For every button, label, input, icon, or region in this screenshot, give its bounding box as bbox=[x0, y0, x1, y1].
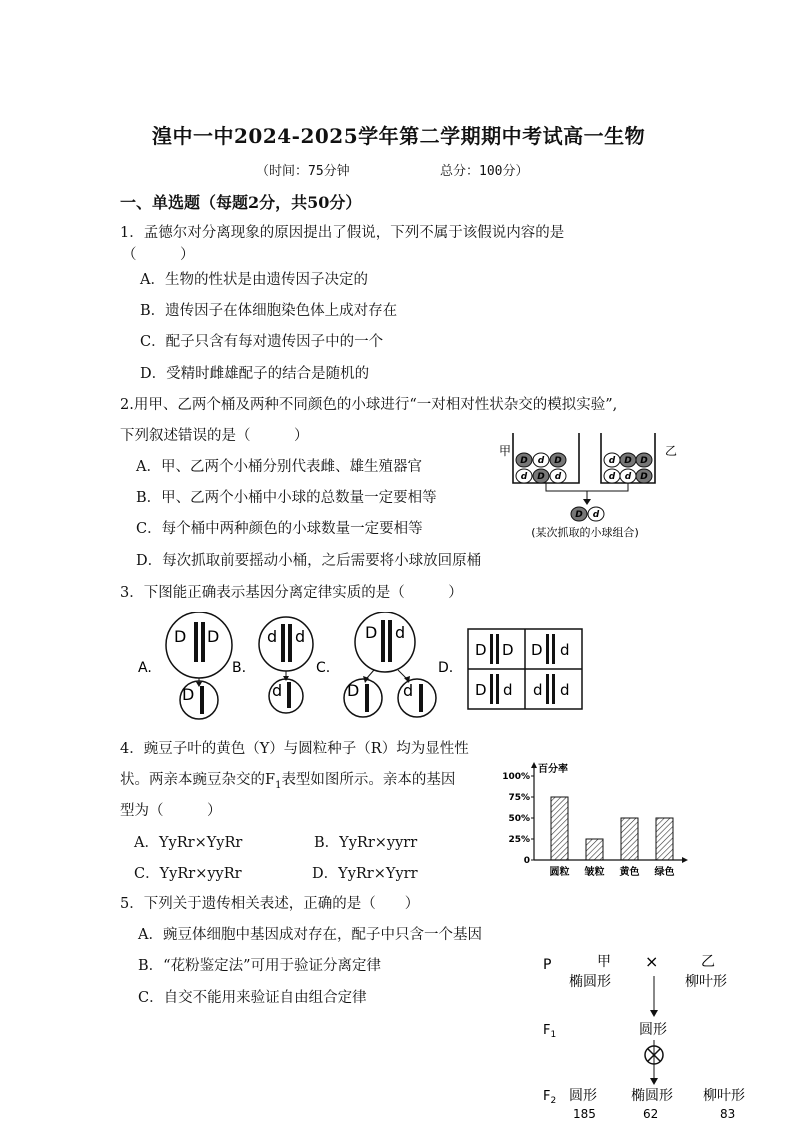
q3-label-b: B. bbox=[232, 660, 247, 676]
q1-option-a: A．生物的性状是由遗传因子决定的 bbox=[140, 272, 368, 288]
a-gene-left: D bbox=[174, 627, 187, 646]
x-tick-label: 皱粒 bbox=[584, 867, 605, 878]
f2-label: $F_2$ bbox=[543, 1089, 557, 1106]
f2-count-3: 83 bbox=[720, 1107, 736, 1120]
x-axis-arrow bbox=[682, 857, 688, 863]
bucket-ball-label: D bbox=[640, 456, 648, 466]
f1-shape: 圆形 bbox=[639, 1022, 667, 1038]
y-axis-arrow bbox=[531, 762, 537, 768]
d-cell2-left: D bbox=[531, 641, 543, 659]
q3-label-d: D. bbox=[438, 660, 454, 676]
bucket-ball-label: D bbox=[554, 456, 562, 466]
parent-yi: 乙 bbox=[701, 954, 715, 970]
q4-option-a: A．YyRr×YyRr bbox=[134, 835, 243, 851]
d-cell2-right: d bbox=[560, 641, 570, 659]
bucket-ball-label: D bbox=[624, 456, 632, 466]
bucket-ball-label: d bbox=[624, 472, 632, 482]
drawn-ball-recessive-label: d bbox=[592, 510, 600, 520]
y-tick-label: 50% bbox=[508, 814, 530, 824]
a-gene-right: D bbox=[207, 627, 220, 646]
figure-caption: (某次抓取的小球组合) bbox=[531, 526, 639, 539]
bucket-ball-label: D bbox=[520, 456, 528, 466]
q2-stem-line2: 下列叙述错误的是（ ） bbox=[120, 428, 309, 444]
bucket-jia-label: 甲 bbox=[499, 444, 512, 458]
f2-count-1: 185 bbox=[573, 1107, 596, 1120]
y-tick-label: 75% bbox=[508, 793, 530, 803]
connector-line bbox=[546, 483, 628, 491]
y-axis-label: 百分率 bbox=[538, 764, 568, 775]
parent-jia: 甲 bbox=[597, 954, 611, 970]
b-gene-left: d bbox=[267, 627, 278, 646]
b-gamete-gene: d bbox=[272, 681, 283, 700]
bucket-ball-label: d bbox=[554, 472, 562, 482]
bar bbox=[621, 818, 638, 860]
parent-yi-shape: 柳叶形 bbox=[685, 974, 727, 990]
exam-total-score: 总分：100分） bbox=[440, 164, 529, 179]
q4-stem-line3: 型为（ ） bbox=[120, 803, 222, 819]
f2-shape-3: 柳叶形 bbox=[703, 1088, 745, 1104]
d-cell4-right: d bbox=[560, 681, 570, 699]
d-cell3-left: D bbox=[475, 681, 487, 699]
q1-option-b: B．遗传因子在体细胞染色体上成对存在 bbox=[140, 303, 398, 319]
d-cell1-left: D bbox=[475, 641, 487, 659]
q4-bar-chart bbox=[492, 758, 692, 883]
drawn-ball-dominant-label: D bbox=[575, 510, 583, 520]
q2-stem-line1: 2.用甲、乙两个桶及两种不同颜色的小球进行“一对相对性状杂交的模拟实验”, bbox=[120, 397, 618, 413]
f2-shape-2: 椭圆形 bbox=[631, 1088, 673, 1104]
q1-option-d: D．受精时雌雄配子的结合是随机的 bbox=[140, 366, 370, 382]
q2-option-d: D．每次抓取前要摇动小桶，之后需要将小球放回原桶 bbox=[136, 553, 482, 569]
bucket-ball-label: d bbox=[520, 472, 528, 482]
q4-option-c: C．YyRr×yyRr bbox=[134, 866, 242, 882]
q2-option-c: C．每个桶中两种颜色的小球数量一定要相等 bbox=[136, 521, 423, 537]
x-tick-label: 绿色 bbox=[654, 867, 675, 878]
q3-label-c: C. bbox=[316, 660, 331, 676]
bar bbox=[551, 797, 568, 860]
q1-answer-blank: （ ） bbox=[122, 247, 195, 263]
y-tick-label: 25% bbox=[508, 835, 530, 845]
q1-option-c: C．配子只含有每对遗传因子中的一个 bbox=[140, 334, 384, 350]
d-cell4-left: d bbox=[533, 681, 543, 699]
bucket-ball-label: D bbox=[640, 472, 648, 482]
y-tick-label: 100% bbox=[502, 772, 530, 782]
arrow-head bbox=[583, 499, 591, 505]
q3-label-a: A. bbox=[138, 660, 152, 676]
bar bbox=[586, 839, 603, 860]
q5-option-c: C．自交不能用来验证自由组合定律 bbox=[138, 990, 367, 1006]
q4-stem-line2: 状。两亲本豌豆杂交的$F_1$表型如图所示。亲本的基因 bbox=[120, 772, 456, 791]
q5-option-a: A．豌豆体细胞中基因成对存在，配子中只含一个基因 bbox=[138, 927, 482, 943]
p-arrow-head bbox=[650, 1010, 658, 1017]
page-title: 湟中一中2024-2025学年第二学期期中考试高一生物 bbox=[152, 124, 646, 148]
bucket-ball-label: d bbox=[608, 456, 616, 466]
bucket-ball-label: d bbox=[537, 456, 545, 466]
f2-shape-1: 圆形 bbox=[569, 1088, 597, 1104]
f1-arrow-head bbox=[650, 1078, 658, 1085]
c-gene-right: d bbox=[395, 623, 406, 642]
p-label: P bbox=[543, 957, 552, 973]
q1-stem: 1．孟德尔对分离现象的原因提出了假说，下列不属于该假说内容的是 bbox=[120, 225, 565, 241]
exam-time: （时间：75分钟 bbox=[256, 164, 350, 179]
x-tick-label: 圆粒 bbox=[549, 867, 570, 878]
f1-label: $F_1$ bbox=[543, 1023, 557, 1040]
cross-diagram bbox=[535, 950, 775, 1120]
x-tick-label: 黄色 bbox=[619, 867, 640, 878]
q4-option-d: D．YyRr×Yyrr bbox=[312, 866, 418, 882]
c-gamete1-gene: D bbox=[347, 681, 360, 700]
bucket-ball-label: d bbox=[608, 472, 616, 482]
d-cell3-right: d bbox=[503, 681, 513, 699]
bar bbox=[656, 818, 673, 860]
q5-stem: 5．下列关于遗传相关表述，正确的是（ ） bbox=[120, 896, 420, 912]
parent-jia-shape: 椭圆形 bbox=[569, 974, 611, 990]
b-gene-right: d bbox=[295, 627, 306, 646]
a-gamete-gene: D bbox=[182, 685, 195, 704]
q2-option-a: A．甲、乙两个小桶分别代表雌、雄生殖器官 bbox=[136, 459, 422, 475]
q3-figures bbox=[130, 612, 590, 727]
f2-count-2: 62 bbox=[643, 1107, 659, 1120]
section-heading: 一、单选题（每题2分，共50分） bbox=[120, 193, 362, 212]
bucket-ball-label: D bbox=[537, 472, 545, 482]
q4-stem-line1: 4．豌豆子叶的黄色（Y）与圆粒种子（R）均为显性性 bbox=[120, 741, 469, 757]
y-tick-label: 0 bbox=[523, 856, 530, 866]
q5-option-b: B．“花粉鉴定法”可用于验证分离定律 bbox=[138, 958, 381, 974]
cross-symbol: × bbox=[645, 952, 659, 971]
bucket-yi-label: 乙 bbox=[665, 444, 678, 458]
q2-option-b: B．甲、乙两个小桶中小球的总数量一定要相等 bbox=[136, 490, 437, 506]
q4-option-b: B．YyRr×yyrr bbox=[314, 835, 418, 851]
figure-d-grid bbox=[468, 629, 582, 709]
figure-b-cell bbox=[259, 617, 313, 713]
d-cell1-right: D bbox=[502, 641, 514, 659]
c-gene-left: D bbox=[365, 623, 378, 642]
bucket-figure bbox=[495, 425, 695, 545]
figure-a-cell bbox=[166, 612, 232, 719]
c-gamete2-gene: d bbox=[403, 681, 414, 700]
q3-stem: 3．下图能正确表示基因分离定律实质的是（ ） bbox=[120, 585, 463, 601]
figure-c-cell bbox=[344, 612, 436, 717]
